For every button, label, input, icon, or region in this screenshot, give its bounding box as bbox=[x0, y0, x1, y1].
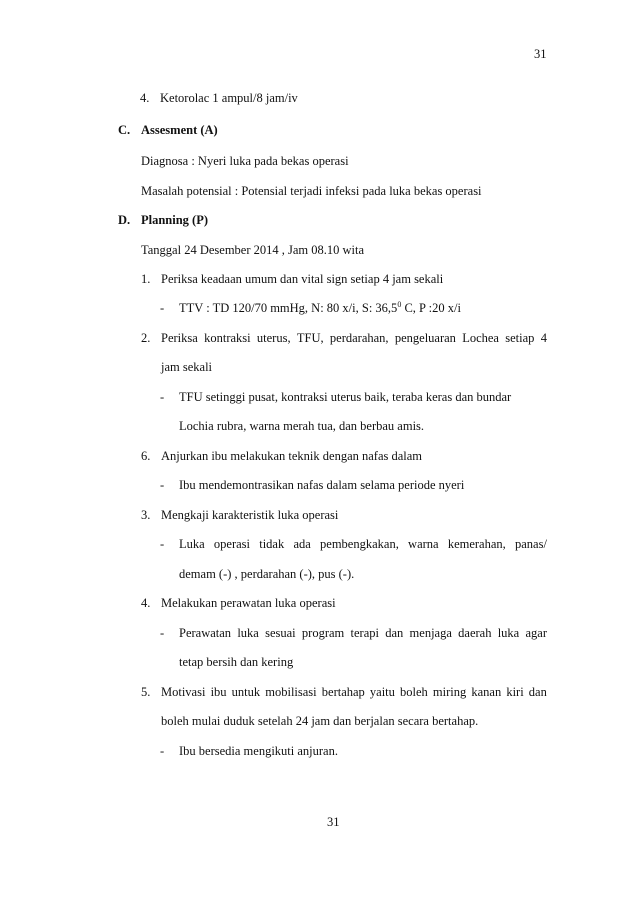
word: kontraksi bbox=[204, 331, 251, 345]
word: dan bbox=[528, 685, 547, 699]
sub-item-continuation: tetap bersih dan kering bbox=[179, 655, 294, 669]
list-number: 2. bbox=[141, 331, 151, 345]
section-letter: D. bbox=[118, 213, 131, 227]
list-item-text: Mengkaji karakteristik luka operasi bbox=[161, 508, 339, 522]
sub-dash: - bbox=[160, 390, 165, 404]
list-item-text: Ketorolac 1 ampul/8 jam/iv bbox=[160, 91, 298, 105]
word: boleh bbox=[400, 685, 428, 699]
word: yaitu bbox=[369, 685, 395, 699]
footer-page-number: 31 bbox=[327, 815, 340, 829]
masalah-line: Masalah potensial : Potensial terjadi infeksi pada luka bekas operasi bbox=[141, 184, 482, 198]
tanggal-line: Tanggal 24 Desember 2014 , Jam 08.10 wita bbox=[141, 243, 365, 257]
word: miring bbox=[432, 685, 467, 699]
word: dan bbox=[385, 626, 404, 640]
sub-item-text: Ibu bersedia mengikuti anjuran. bbox=[179, 744, 338, 758]
list-number: 3. bbox=[141, 508, 151, 522]
section-heading: Planning (P) bbox=[141, 213, 209, 227]
word: kiri bbox=[506, 685, 524, 699]
word: tidak bbox=[259, 537, 285, 551]
word: ibu bbox=[210, 685, 227, 699]
sub-dash: - bbox=[160, 537, 165, 551]
word: panas/ bbox=[514, 537, 547, 551]
sub-dash: - bbox=[160, 744, 165, 758]
word: uterus, bbox=[256, 331, 291, 345]
word: luka bbox=[237, 626, 259, 640]
word: menjaga bbox=[409, 626, 452, 640]
diagnosa-line: Diagnosa : Nyeri luka pada bekas operasi bbox=[141, 154, 349, 168]
word: warna bbox=[408, 537, 439, 551]
word: Motivasi bbox=[161, 685, 206, 699]
word: Perawatan bbox=[179, 626, 232, 640]
word: kemerahan, bbox=[447, 537, 506, 551]
list-number: 4. bbox=[140, 91, 150, 105]
section-heading: Assesment (A) bbox=[141, 123, 218, 137]
word: program bbox=[301, 626, 345, 640]
word: Lochea bbox=[462, 331, 499, 345]
word: agar bbox=[525, 626, 547, 640]
sub-item-continuation: Lochia rubra, warna merah tua, dan berbau amis. bbox=[179, 419, 425, 433]
list-number: 6. bbox=[141, 449, 151, 463]
list-item-continuation: boleh mulai duduk setelah 24 jam dan berjalan secara bertahap. bbox=[161, 714, 479, 728]
list-item-text: Anjurkan ibu melakukan teknik dengan nafas dalam bbox=[161, 449, 423, 463]
list-item-text: Periksa keadaan umum dan vital sign setiap 4 jam sekali bbox=[161, 272, 444, 286]
word: pengeluaran bbox=[394, 331, 456, 345]
word: sesuai bbox=[265, 626, 296, 640]
word: perdarahan, bbox=[329, 331, 389, 345]
section-letter: C. bbox=[118, 123, 131, 137]
word: TFU, bbox=[296, 331, 324, 345]
list-number: 1. bbox=[141, 272, 151, 286]
sub-dash: - bbox=[160, 478, 165, 492]
word: Luka bbox=[179, 537, 205, 551]
list-item-text: Melakukan perawatan luka operasi bbox=[161, 596, 336, 610]
list-number: 4. bbox=[141, 596, 151, 610]
sub-item-text bbox=[179, 625, 547, 641]
list-item-text bbox=[161, 330, 547, 346]
sub-item-text bbox=[179, 536, 547, 552]
sub-item-text: TFU setinggi pusat, kontraksi uterus baik, teraba keras dan bundar bbox=[179, 390, 512, 404]
sub-dash: - bbox=[160, 626, 165, 640]
list-item-text bbox=[161, 684, 547, 700]
sub-item-continuation: demam (-) , perdarahan (-), pus (-). bbox=[179, 567, 355, 581]
word: ada bbox=[293, 537, 311, 551]
word: kanan bbox=[471, 685, 502, 699]
degree-superscript: 0 bbox=[397, 300, 402, 309]
word: setiap bbox=[505, 331, 535, 345]
list-number: 5. bbox=[141, 685, 151, 699]
word: untuk bbox=[231, 685, 261, 699]
word: mobilisasi bbox=[265, 685, 317, 699]
word: operasi bbox=[213, 537, 251, 551]
word: daerah bbox=[458, 626, 492, 640]
word: luka bbox=[497, 626, 520, 640]
list-item-continuation: jam sekali bbox=[161, 360, 213, 374]
sub-item-text: TTV : TD 120/70 mmHg, N: 80 x/i, S: 36,5$^0$ C, P :20 x/i bbox=[179, 300, 461, 315]
word: 4 bbox=[540, 331, 547, 345]
sub-dash: - bbox=[160, 301, 165, 315]
header-page-number: 31 bbox=[534, 47, 547, 61]
word: pembengkakan, bbox=[320, 537, 399, 551]
word: Periksa bbox=[161, 331, 198, 345]
word: bertahap bbox=[321, 685, 365, 699]
sub-item-text: Ibu mendemontrasikan nafas dalam selama periode nyeri bbox=[179, 478, 465, 492]
word: terapi bbox=[350, 626, 379, 640]
